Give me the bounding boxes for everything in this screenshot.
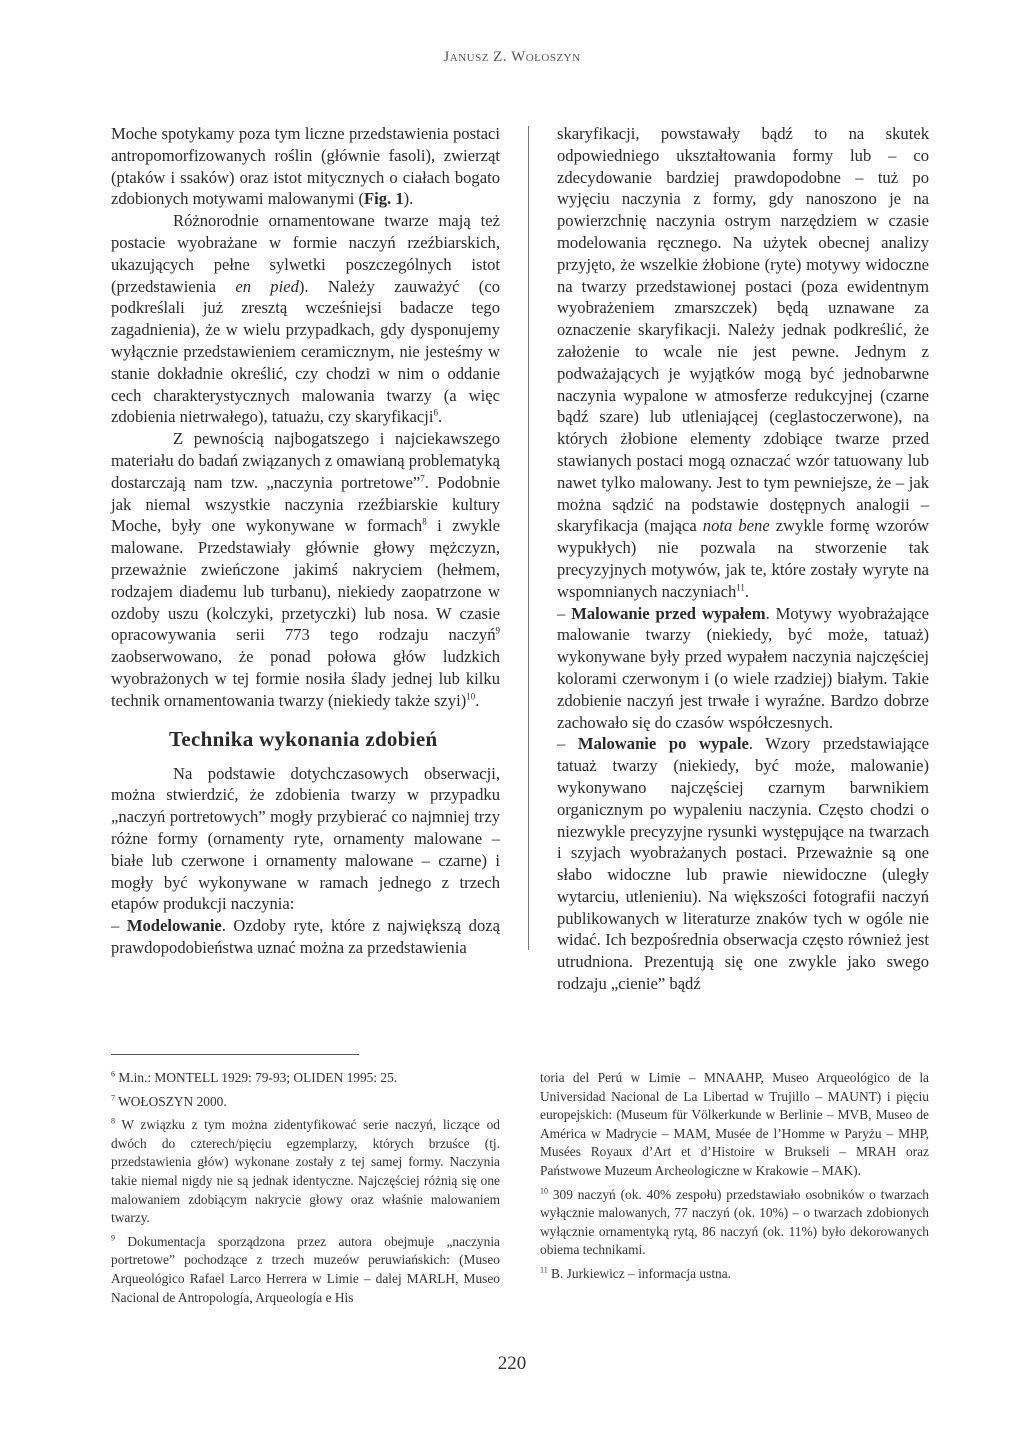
footnote-text: WOŁOSZYN 2000. bbox=[115, 1093, 227, 1109]
footnotes-left bbox=[111, 1069, 500, 1312]
footnote-ref: 11 bbox=[736, 582, 745, 593]
text: . Wzory przedstawiające tatuaż twarzy (niekiedy, być może, malowanie) wykonywano najczęściej czarnym barwnikiem organicznym po wypaleniu naczynia. Często chodzi o niezwykle precyzyjne rysunki występujące na twarzach i szyjach wyobrażanych postaci. Przeważnie są one słabo widoczne lub prawie niewidoczne (uległy wytarciu, utlenieniu). Na większości fotografii naczyń publikowanych w literaturze znaków tych w ogóle nie widać. Ich bezpośrednia obserwacja często również jest utrudniona. Prezentują się one zwykle jako swego rodzaju „cienie” bądź bbox=[557, 734, 929, 994]
text: Moche spotykamy poza tym liczne przedstawienia postaci antropomorfizowanych roślin (głównie fasoli), zwierząt (ptaków i ssaków) oraz istot mitycznych o ciałach bogato zdobionych motywami malowanymi ( bbox=[111, 124, 500, 209]
paragraph bbox=[111, 210, 500, 428]
text: zwykle formę wzorów wypukłych) nie pozwala na stworzenie tak precyzyjnych motywów, jak te, które zostały wyryte na wspomnianych naczyniach bbox=[557, 516, 929, 601]
list-term: Malowanie przed wypałem bbox=[571, 603, 766, 623]
footnote-ref: 8 bbox=[422, 516, 427, 527]
footnote-continuation: toria del Perú w Limie – MNAAHP, Museo Arqueológico de la Universidad Nacional de La Libertad w Trujillo – MAUNT) i pięciu europejskich: (Museum für Völkerkunde w Berlinie – MVB, Museo de América w Madrycie – MAM, Musée de l’Homme w Paryżu – MHP, Musées Royaux d’Art et d’Histoire w Brukseli – MRAH oraz Państwowe Muzeum Archeologiczne w Krakowie – MAK). bbox=[540, 1070, 929, 1178]
column-divider bbox=[528, 126, 529, 950]
text: i zwykle malowane. Przedstawiały głównie głowy mężczyzn, przeważnie zwieńczone jakimś nakryciem (hełmem, rodzajem diademu lub turbanu), niekiedy zaopatrzone w ozdoby uszu (kolczyki, przetyczki) lub nosa. W czasie opracowywania serii 773 tego rodzaju naczyń bbox=[111, 516, 500, 645]
footnote bbox=[111, 1116, 500, 1228]
left-column bbox=[111, 123, 500, 959]
text: skaryfikacji, powstawały bądź to na skutek odpowiedniego ukształtowania formy lub – co zdecydowanie bardziej prawdopodobne – tuż po wyjęciu naczynia z formy, gdy nanoszono je na powierzchnię naczynia ostrym narzędziem w czasie modelowania ręcznego. Na użytek obecnej analizy przyjęto, że wszelkie żłobione (ryte) motywy widoczne na twarzy przedstawionej postaci (poza ewidentnym wyobrażeniem zmarszczek) będą uznawane za oznaczenie skaryfikacji. Należy jednak podkreślić, że założenie to wcale nie jest pewne. Jednym z podważających je wyjątków mogą być jednobarwne naczynia wypalone w atmosferze redukcyjnej (czarne bądź szare) lub utleniającej (ceglastoczerwone), na których żłobione elementy zdobiące twarze przed stawianych postaci mogą oznaczać wzór tatuowany lub nawet tylko malowany. Jest to tym pewniejsze, że – jak można sądzić na podstawie dostępnych analogii – skaryfikacja (mająca bbox=[557, 124, 929, 536]
footnote bbox=[540, 1186, 929, 1260]
footnote bbox=[111, 1069, 500, 1088]
italic-term: nota bene bbox=[702, 516, 770, 536]
paragraph bbox=[111, 123, 500, 210]
list-term: Modelowanie bbox=[126, 916, 222, 936]
section-heading: Technika wykonania zdobień bbox=[169, 726, 438, 751]
footnote-text: B. Jurkiewicz – informacja ustna. bbox=[547, 1265, 732, 1281]
running-head: Janusz Z. Wołoszyn bbox=[443, 49, 581, 65]
footnote-number: 11 bbox=[540, 1265, 548, 1275]
text: ). bbox=[403, 189, 414, 209]
list-item bbox=[557, 603, 929, 734]
footnotes-right bbox=[540, 1069, 929, 1289]
page-number: 220 bbox=[497, 1353, 527, 1374]
dash: – bbox=[557, 734, 578, 754]
paragraph bbox=[111, 428, 500, 711]
text: . Motywy wyobrażające malowanie twarzy (niekiedy, być może, tatuaż) wykonywane były przed wypałem naczynia najczęściej kolorami czerwonym i (o wiele rzadziej) białym. Takie zdobienie naczyń jest trwałe i wyraźne. Bardzo dobrze zachowało się do czasów współczesnych. bbox=[557, 603, 929, 732]
footnote-number: 9 bbox=[111, 1233, 115, 1243]
figure-reference: Fig. 1 bbox=[364, 189, 404, 209]
italic-term: en pied bbox=[235, 276, 299, 296]
footnote bbox=[111, 1233, 500, 1307]
footnote-text: 309 naczyń (ok. 40% zespołu) przedstawiało osobników o twarzach wyłącznie malowanych, 77 naczyń (ok. 10%) – o twarzach zdobionych wyłącznie ornamentyką rytą, 86 naczyń (ok. 11%) było dekorowanych obiema technikami. bbox=[540, 1186, 929, 1258]
footnote-ref: 10 bbox=[466, 691, 476, 702]
dash: – bbox=[111, 916, 127, 936]
right-column bbox=[557, 123, 929, 995]
footnote-number: 8 bbox=[111, 1116, 115, 1126]
footnote-number: 6 bbox=[111, 1069, 115, 1079]
text: zaobserwowano, że ponad połowa głów ludzkich wyobrażonych w tej formie nosiła ślady jednej lub kilku technik ornamentowania twarzy (niekiedy także szyi) bbox=[111, 647, 500, 710]
list-item bbox=[111, 915, 500, 959]
footnote bbox=[540, 1265, 929, 1284]
footnote-text: M.in.: MONTELL 1929: 79-93; OLIDEN 1995: 25. bbox=[115, 1070, 398, 1085]
paragraph: Na podstawie dotychczasowych obserwacji, można stwierdzić, że zdobienia twarzy w przypadku „naczyń portretowych” mogły przybierać co najmniej trzy różne formy (ornamenty ryte, ornamenty malowane – białe lub czerwone i ornamenty malowane – czarne) i mogły być wykonywane w ramach jednego z trzech etapów produkcji naczynia: bbox=[111, 763, 500, 914]
text: Różnorodnie ornamentowane twarze mają też postacie wyobrażane w formie naczyń rzeźbiarskich, ukazujących pełne sylwetki poszczególnych istot (przedstawienia bbox=[111, 211, 500, 296]
text: ). Należy zauważyć (co podkreślali już zresztą wcześniejsi badacze tego zagadnienia), że w wielu przypadkach, gdy dysponujemy wyłącznie przedstawieniem ceramicznym, nie jesteśmy w stanie dokładnie określić, czy chodzi w nim o oddanie cech charakterystycznych malowania twarzy (a więc zdobienia nietrwałego), tatuażu, czy skaryfikacji bbox=[111, 276, 500, 427]
text: . Podobnie jak niemal wszystkie naczynia rzeźbiarskie kultury Moche, były one wykonywane w formach bbox=[111, 472, 500, 536]
text: . Ozdoby ryte, które z największą dozą prawdopodobieństwa uznać można za przedstawienia bbox=[111, 916, 500, 957]
footnote bbox=[111, 1093, 500, 1112]
footnote-text: Dokumentacja sporządzona przez autora obejmuje „naczynia portretowe” pochodzące z trzech muzeów peruwiańskich: (Museo Arqueológico Rafael Larco Herrera w Limie – dalej MARLH, Museo Nacional de Antropología, Arqueología e His bbox=[111, 1233, 500, 1305]
footnote-number: 7 bbox=[111, 1093, 115, 1103]
text: . bbox=[438, 407, 443, 427]
footnote-text: W związku z tym można zidentyfikować serie naczyń, liczące od dwóch do czterech/pięciu egzemplarzy, których brzuśce (tj. przedstawienia głów) wykonane zostały z tej samej formy. Naczynia takie niemal nigdy nie są jednak identyczne. Najczęściej różnią się one malowaniem zdobiącym nakrycie głowy oraz właśnie malowaniem twarzy. bbox=[111, 1117, 500, 1226]
text: . bbox=[475, 690, 480, 710]
paragraph bbox=[557, 123, 929, 603]
list-item bbox=[557, 733, 929, 995]
list-term: Malowanie po wypale bbox=[577, 734, 749, 754]
footnote-ref: 6 bbox=[433, 407, 439, 418]
dash: – bbox=[557, 603, 572, 623]
text: Z pewnością najbogatszego i najciekawszego materiału do badań związanych z omawianą problematyką dostarczają nam tzw. „naczynia portretowe” bbox=[111, 429, 500, 492]
footnote-ref: 9 bbox=[495, 625, 500, 636]
footnote-ref: 7 bbox=[420, 473, 425, 484]
text: . bbox=[744, 581, 750, 601]
footnote-number: 10 bbox=[540, 1186, 548, 1196]
footnote-rule bbox=[111, 1054, 359, 1055]
